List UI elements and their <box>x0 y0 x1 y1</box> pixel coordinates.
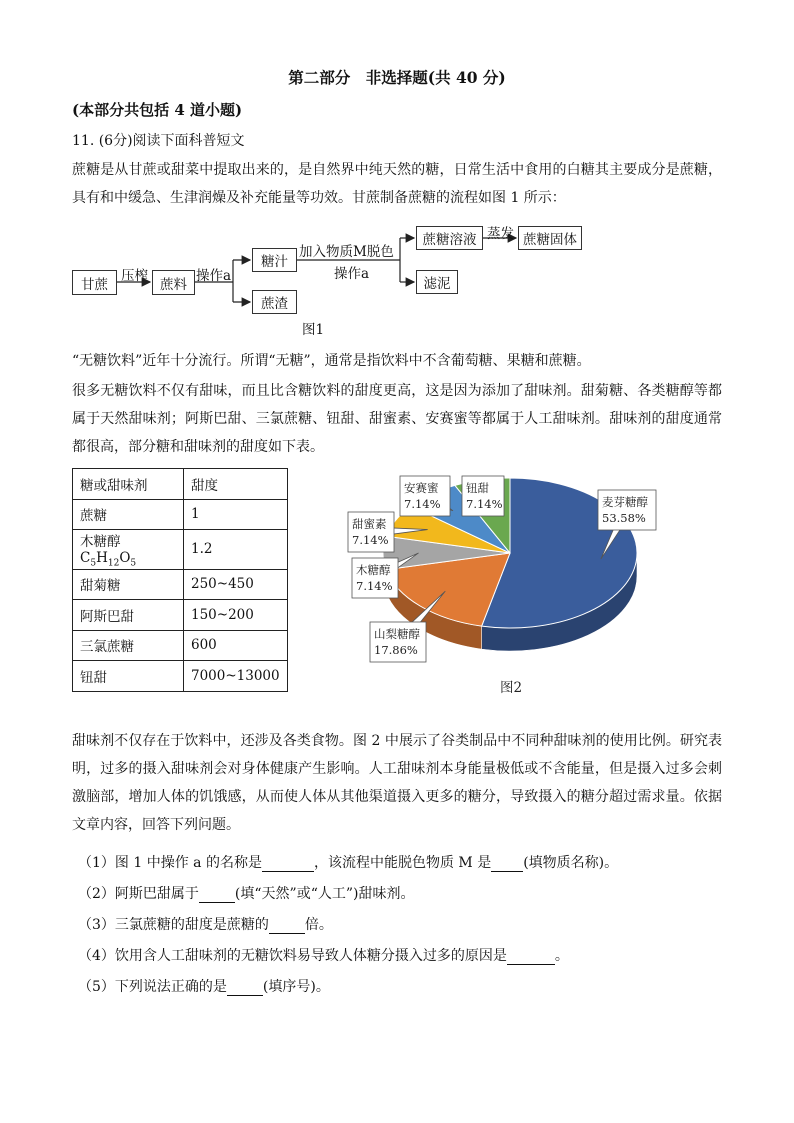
question-4 <box>78 945 569 965</box>
sweetness-table <box>72 468 288 692</box>
table-header-cell: 甜度 <box>184 469 288 500</box>
table-header-row <box>73 469 288 500</box>
flow-node-sucrose-solution: 蔗糖溶液 <box>416 226 483 250</box>
paragraph-intro: 蔗糖是从甘蔗或甜菜中提取出来的，是自然界中纯天然的糖，日常生活中食用的白糖其主要成分是蔗糖，具有和中缓急、生津润燥及补充能量等功效。甘蔗制备蔗糖的流程如图 1 所示： <box>72 162 722 206</box>
table-row <box>73 661 288 692</box>
table-cell: 阿斯巴甜 <box>73 600 184 631</box>
question-3-text-b: 倍。 <box>304 917 333 933</box>
slice-value-label: 7.14% <box>352 533 389 547</box>
slice-value-label: 7.14% <box>356 579 393 593</box>
answer-blank-4[interactable] <box>507 950 555 965</box>
question-header: 11. (6分)阅读下面科普短文 <box>72 133 245 149</box>
flow-node-bagasse: 蔗渣 <box>252 290 297 314</box>
answer-blank-5[interactable] <box>227 981 263 996</box>
slice-value-label: 17.86% <box>374 643 418 657</box>
question-5 <box>78 976 330 996</box>
question-2-text-a: （2）阿斯巴甜属于 <box>78 886 199 902</box>
question-1-text-a: （1）图 1 中操作 a 的名称是 <box>78 855 262 871</box>
answer-blank-1b[interactable] <box>491 857 523 872</box>
question-4-text-a: （4）饮用含人工甜味剂的无糖饮料易导致人体糖分摄入过多的原因是 <box>78 948 507 964</box>
question-5-text-b: (填序号)。 <box>262 979 330 995</box>
flow-node-sucrose-solid: 蔗糖固体 <box>518 226 582 250</box>
question-1-text-b: ，该流程中能脱色物质 M 是 <box>313 855 492 871</box>
table-cell: 1.2 <box>184 530 288 570</box>
flow-label-decolor: 加入物质M脱色 <box>299 244 394 260</box>
flow-label-operation-a-2: 操作a <box>334 266 370 282</box>
table-cell: 1 <box>184 499 288 530</box>
table-cell <box>73 530 184 570</box>
section-title: 第二部分 非选择题(共 40 分) <box>288 68 506 87</box>
paragraph-sweeteners: 很多无糖饮料不仅有甜味，而且比含糖饮料的甜度更高，这是因为添加了甜味剂。甜菊糖、各类糖醇等都属于天然甜味剂；阿斯巴甜、三氯蔗糖、钮甜、甜蜜素、安赛蜜等都属于人工甜味剂。甜味剂的甜度通常都很高，部分糖和甜味剂的甜度如下表。 <box>72 383 722 455</box>
table-row <box>73 600 288 631</box>
paragraph-usage: 甜味剂不仅存在于饮料中，还涉及各类食物。图 2 中展示了谷类制品中不同种甜味剂的使用比例。研究表明，过多的摄入甜味剂会对身体健康产生影响。人工甜味剂本身能量极低或不含能量，但是摄入过多会刺激脑部，增加人体的饥饿感，从而使人体从其他渠道摄入更多的糖分，导致摄入的糖分超过需求量。依据文章内容，回答下列问题。 <box>72 733 722 833</box>
table-cell: 150~200 <box>184 600 288 631</box>
xylitol-name: 木糖醇 <box>80 534 121 550</box>
figure2-caption: 图2 <box>500 680 523 696</box>
xylitol-formula: $C_5H_{12}O_5$ <box>80 550 137 569</box>
question-1 <box>78 852 618 872</box>
slice-label: 山梨糖醇 <box>374 627 420 641</box>
flow-node-cane-material: 蔗料 <box>152 270 195 295</box>
flow-node-sugar-juice: 糖汁 <box>252 248 297 272</box>
table-cell: 三氯蔗糖 <box>73 630 184 661</box>
question-1-text-c: (填物质名称)。 <box>523 855 619 871</box>
slice-label: 安赛蜜 <box>404 481 439 495</box>
table-row <box>73 630 288 661</box>
paragraph-sugar-free: “无糖饮料”近年十分流行。所谓“无糖”，通常是指饮料中不含葡萄糖、果糖和蔗糖。 <box>72 353 591 369</box>
table-cell: 600 <box>184 630 288 661</box>
table-cell: 7000~13000 <box>184 661 288 692</box>
slice-value-label: 7.14% <box>466 497 503 511</box>
question-5-text-a: （5）下列说法正确的是 <box>78 979 227 995</box>
question-3 <box>78 914 333 934</box>
slice-label: 甜蜜素 <box>352 517 387 531</box>
table-cell: 250~450 <box>184 569 288 600</box>
slice-label: 麦芽糖醇 <box>602 495 648 509</box>
flow-label-press: 压榨 <box>121 268 148 284</box>
question-2-text-b: (填“天然”或“人工”)甜味剂。 <box>234 886 415 902</box>
question-4-text-b: 。 <box>554 948 569 964</box>
section-note: (本部分共包括 4 道小题) <box>72 101 243 119</box>
slice-value-label: 53.58% <box>602 511 646 525</box>
answer-blank-2[interactable] <box>199 888 235 903</box>
table-row <box>73 569 288 600</box>
slice-value-label: 7.14% <box>404 497 441 511</box>
table-row <box>73 530 288 570</box>
question-2 <box>78 883 414 903</box>
figure1-caption: 图1 <box>302 322 325 338</box>
flow-node-filter-mud: 滤泥 <box>416 270 458 294</box>
slice-label: 木糖醇 <box>356 563 391 577</box>
table-cell: 蔗糖 <box>73 499 184 530</box>
sweetener-pie-chart <box>330 460 660 710</box>
answer-blank-1a[interactable] <box>262 857 314 872</box>
table-header-cell: 糖或甜味剂 <box>73 469 184 500</box>
answer-blank-3[interactable] <box>269 919 305 934</box>
flow-node-sugarcane: 甘蔗 <box>72 270 117 295</box>
slice-label: 钮甜 <box>466 481 489 495</box>
flow-label-operation-a: 操作a <box>196 268 232 284</box>
table-cell: 钮甜 <box>73 661 184 692</box>
table-row <box>73 499 288 530</box>
table-cell: 甜菊糖 <box>73 569 184 600</box>
flow-label-evaporate: 蒸发 <box>487 226 514 242</box>
question-3-text-a: （3）三氯蔗糖的甜度是蔗糖的 <box>78 917 269 933</box>
